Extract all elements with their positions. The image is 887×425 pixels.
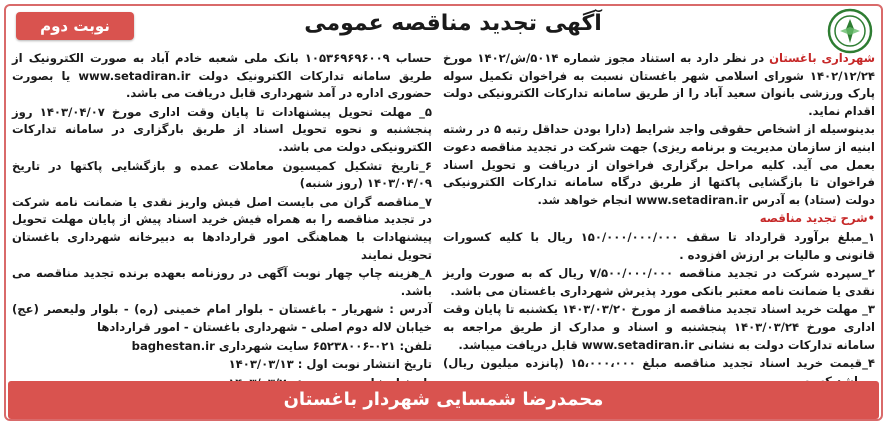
municipality-emblem-icon	[827, 8, 873, 54]
left-column	[12, 50, 432, 376]
item-2: ۲_سپرده شرکت در تجدید مناقصه ۷/۵۰۰/۰۰۰/۰۰۰ ریال که به صورت واریز نقدی یا ضمانت نامه معتبر بانکی مورد پذیرش شهرداری باغستان می باشد.	[443, 266, 875, 298]
item-3: ۳_ مهلت خرید اسناد تجدید مناقصه از مورخ ۱۴۰۳/۰۳/۲۰ یکشنبه تا پایان وقت اداری مورخ ۱۴۰۳/۰۳/۲۴ پنجشنبه و اسناد و مدارک از طریق مراجعه به سامانه تدارکات دولت به نشانی www.setadiran.ir قابل دریافت میباشد.	[443, 302, 875, 352]
first-publish-date: تاریخ انتشار نوبت اول : ۱۴۰۳/۰۳/۱۳	[228, 357, 432, 372]
notice-header	[8, 6, 879, 42]
item-8: ۸_هزینه چاپ چهار نوبت آگهی در روزنامه بعهده برنده تجدید مناقصه می باشد.	[12, 266, 432, 298]
organization-name: شهرداری باغستان	[769, 51, 875, 65]
notice-title: آگهی تجدید مناقصه عمومی	[304, 11, 602, 36]
intro-paragraph	[443, 50, 875, 120]
item-7: ۷_مناقصه گران می بایست اصل فیش واریز نقدی یا ضمانت نامه شرکت در تجدید مناقصه را به همراه فیش خرید اسناد پیش از پایان مهلت تحویل پیشنهادات با هماهنگی امور قراردادها به دبیرخانه شهرداری باغستان تحویل نمایند	[12, 194, 432, 262]
intro-text: در نظر دارد به استناد مجوز شماره ۵۰۱۴/ش/۱۴۰۲ مورخ ۱۴۰۲/۱۲/۲۴ شورای اسلامی شهر باغستان نسبت به فراخوان تکمیل سوله پارک ورزشی بانوان سعید آباد را از طریق سامانه تدارکات الکترونیکی دولت اقدام نماید.	[443, 51, 875, 118]
address: آدرس : شهریار - باغستان - بلوار امام خمینی (ره) - بلوار ولیعصر (عج) خیابان لاله دوم اصلی - شهرداری باغستان - امور قراردادها	[12, 302, 432, 334]
invitation-paragraph: بدینوسیله از اشخاص حقوقی واجد شرایط (دارا بودن حداقل رتبه ۵ در رشته ابنیه از سازمان مدیریت و برنامه ریزی) جهت شرکت در تجدید مناقصه دعوت بعمل می آید. کلیه مراحل برگزاری فراخوان از دریافت و تحویل اسناد فراخوان تا بازگشایی پاکتها از طریق درگاه سامانه تدارکات الکترونیکی دولت (ستاد) به آدرس www.setadiran.ir انجام خواهد شد.	[443, 122, 875, 207]
notice-body	[12, 50, 875, 376]
phone-website: تلفن: ۰۲۱-۶۵۲۳۸۰۰۶ سایت شهرداری baghestan.ir	[131, 338, 432, 353]
round-badge: نوبت دوم	[16, 12, 134, 40]
item-4: ۴_قیمت خرید اسناد تجدید مناقصه مبلغ ۱۵،۰۰۰،۰۰۰ (پانزده میلیون ریال)	[443, 356, 875, 371]
item-6: ۶_تاریخ تشکیل کمیسیون معاملات عمده و بازگشایی پاکتها در تاریخ ۱۴۰۳/۰۴/۰۹ (روز شنبه)	[12, 158, 432, 191]
right-column	[443, 50, 875, 376]
section-title: •شرح تجدید مناقصه	[759, 211, 875, 226]
signature-footer: محمدرضا شمسایی شهردار باغستان	[8, 381, 879, 419]
item-1: ۱_مبلغ برآورد قرارداد تا سقف ۱۵۰/۰۰۰/۰۰۰/۰۰۰ ریال با کلیه کسورات قانونی و مالیات بر ارزش افزوده .	[443, 229, 876, 262]
account-paragraph: حساب ۱۰۵۳۶۹۶۹۶۰۰۹ بانک ملی شعبه خادم آباد به صورت الکترونیک از طریق سامانه تدارکات الکترونیک دولت www.setadiran.ir یا بصورت حضوری اداره در آمد شهرداری قابل دریافت می باشد.	[12, 51, 432, 101]
item-5: ۵_ مهلت تحویل پیشنهادات تا پایان وقت اداری مورخ ۱۴۰۳/۰۴/۰۷ روز پنجشنبه و نحوه تحویل اسناد از طریق بارگزاری در سامانه تدارکات الکترونیکی دولت می باشد.	[12, 104, 432, 154]
